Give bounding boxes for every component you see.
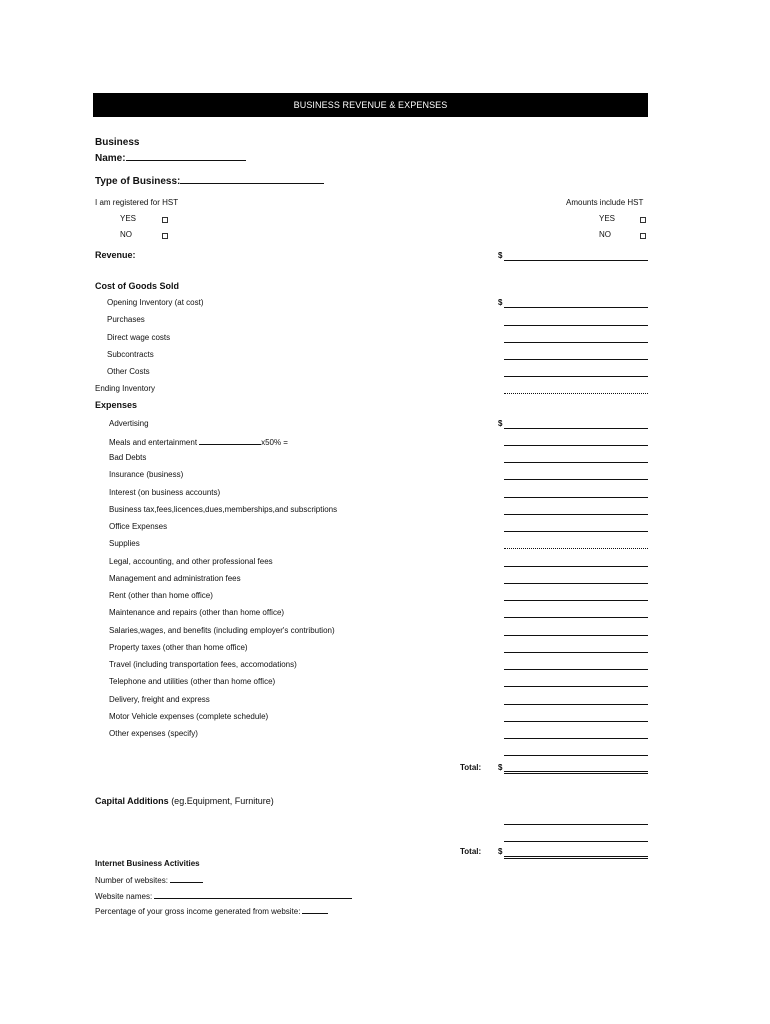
expense-item: Advertising	[109, 419, 149, 428]
cogs-field[interactable]	[504, 325, 648, 326]
hst-amounts-no-checkbox[interactable]	[640, 233, 646, 239]
expense-item: Bad Debts	[109, 453, 147, 462]
expenses-total-field[interactable]	[504, 771, 648, 774]
cogs-field[interactable]	[504, 376, 648, 377]
expense-field[interactable]	[504, 548, 648, 549]
business-type-label: Type of Business:	[95, 176, 181, 187]
percentage-field[interactable]	[302, 905, 328, 914]
internet-heading: Internet Business Activities	[95, 859, 200, 868]
percentage-label: Percentage of your gross income generated from website:	[95, 907, 301, 916]
expense-field[interactable]	[504, 738, 648, 739]
cogs-item: Purchases	[107, 315, 145, 324]
cogs-currency: $	[498, 298, 503, 307]
website-names-field[interactable]	[154, 890, 352, 899]
cogs-item: Opening Inventory (at cost)	[107, 298, 204, 307]
website-names-row	[95, 890, 352, 901]
expenses-currency: $	[498, 419, 503, 428]
cogs-ending-field[interactable]	[504, 393, 648, 394]
capital-total-label: Total:	[460, 847, 482, 856]
percentage-row	[95, 905, 328, 916]
expense-field[interactable]	[504, 428, 648, 429]
business-name-label	[95, 152, 246, 164]
capital-field[interactable]	[504, 841, 648, 842]
expense-item: Telephone and utilities (other than home office)	[109, 677, 276, 686]
expense-item: Travel (including transportation fees, accomodations)	[109, 660, 297, 669]
expense-item: Delivery, freight and express	[109, 695, 210, 704]
hst-registered-no-label: NO	[120, 230, 132, 239]
expense-item: Property taxes (other than home office)	[109, 643, 248, 652]
expense-field[interactable]	[504, 600, 648, 601]
expense-field[interactable]	[504, 566, 648, 567]
expense-field[interactable]	[504, 704, 648, 705]
expenses-heading: Expenses	[95, 400, 138, 410]
business-type-row	[95, 175, 324, 187]
hst-registered-no-checkbox[interactable]	[162, 233, 168, 239]
websites-count-label: Number of websites:	[95, 876, 168, 885]
cogs-ending-label: Ending Inventory	[95, 384, 156, 393]
cogs-field[interactable]	[504, 307, 648, 308]
hst-registered-label: I am registered for HST	[95, 198, 179, 207]
expenses-total-currency: $	[498, 763, 503, 772]
meals-amount-field[interactable]	[199, 436, 261, 445]
expense-field[interactable]	[504, 479, 648, 480]
cogs-field[interactable]	[504, 359, 648, 360]
expense-item: Insurance (business)	[109, 470, 184, 479]
revenue-label: Revenue:	[95, 250, 136, 260]
cogs-item: Subcontracts	[107, 350, 154, 359]
hst-registered-yes-label: YES	[120, 214, 137, 223]
business-type-field[interactable]	[180, 175, 324, 184]
expense-field[interactable]	[504, 531, 648, 532]
expense-field[interactable]	[504, 686, 648, 687]
expense-item: Interest (on business accounts)	[109, 488, 221, 497]
expense-field[interactable]	[504, 514, 648, 515]
expense-item: Business tax,fees,licences,dues,memberships,and subscriptions	[109, 505, 338, 514]
cogs-item: Other Costs	[107, 367, 150, 376]
expense-item: Salaries,wages, and benefits (including employer's contribution)	[109, 626, 335, 635]
business-name-field[interactable]	[126, 152, 246, 161]
capital-heading: Capital Additions	[95, 796, 169, 806]
website-names-label: Website names:	[95, 892, 153, 901]
capital-total-currency: $	[498, 847, 503, 856]
cogs-field[interactable]	[504, 342, 648, 343]
hst-registered-yes-checkbox[interactable]	[162, 217, 168, 223]
websites-count-row	[95, 874, 203, 885]
expense-field[interactable]	[504, 617, 648, 618]
hst-amounts-label: Amounts include HST	[566, 198, 644, 207]
websites-count-field[interactable]	[170, 874, 203, 883]
revenue-field[interactable]	[504, 260, 648, 261]
expense-field[interactable]	[504, 635, 648, 636]
hst-amounts-no-label: NO	[599, 230, 611, 239]
expense-field[interactable]	[504, 755, 648, 756]
expense-item: Maintenance and repairs (other than home office)	[109, 608, 285, 617]
expense-field[interactable]	[504, 497, 648, 498]
cogs-item: Direct wage costs	[107, 333, 171, 342]
expense-field[interactable]	[504, 462, 648, 463]
expense-item: Supplies	[109, 539, 140, 548]
expense-item-meals	[109, 436, 288, 447]
revenue-currency: $	[498, 251, 503, 260]
expenses-total-label: Total:	[460, 763, 482, 772]
capital-total-field[interactable]	[504, 856, 648, 859]
expense-field[interactable]	[504, 583, 648, 584]
expense-item: Motor Vehicle expenses (complete schedule)	[109, 712, 269, 721]
capital-note: (eg.Equipment, Furniture)	[171, 796, 274, 806]
business-name-label-2: Name:	[95, 153, 126, 164]
expense-item: Office Expenses	[109, 522, 168, 531]
expense-field[interactable]	[504, 445, 648, 446]
expense-field[interactable]	[504, 652, 648, 653]
expense-item: Other expenses (specify)	[109, 729, 198, 738]
expense-field[interactable]	[504, 669, 648, 670]
expense-item: Management and administration fees	[109, 574, 241, 583]
expense-item: Meals and entertainment	[109, 438, 198, 447]
expense-item: Legal, accounting, and other professional fees	[109, 557, 273, 566]
hst-amounts-yes-checkbox[interactable]	[640, 217, 646, 223]
business-name-label-1: Business	[95, 137, 140, 148]
expense-item: Rent (other than home office)	[109, 591, 213, 600]
expense-field[interactable]	[504, 721, 648, 722]
meals-suffix: x50% =	[261, 438, 288, 447]
page-title: BUSINESS REVENUE & EXPENSES	[93, 93, 648, 117]
capital-field[interactable]	[504, 824, 648, 825]
hst-amounts-yes-label: YES	[599, 214, 616, 223]
cogs-heading: Cost of Goods Sold	[95, 281, 179, 291]
capital-heading-row	[95, 796, 274, 806]
